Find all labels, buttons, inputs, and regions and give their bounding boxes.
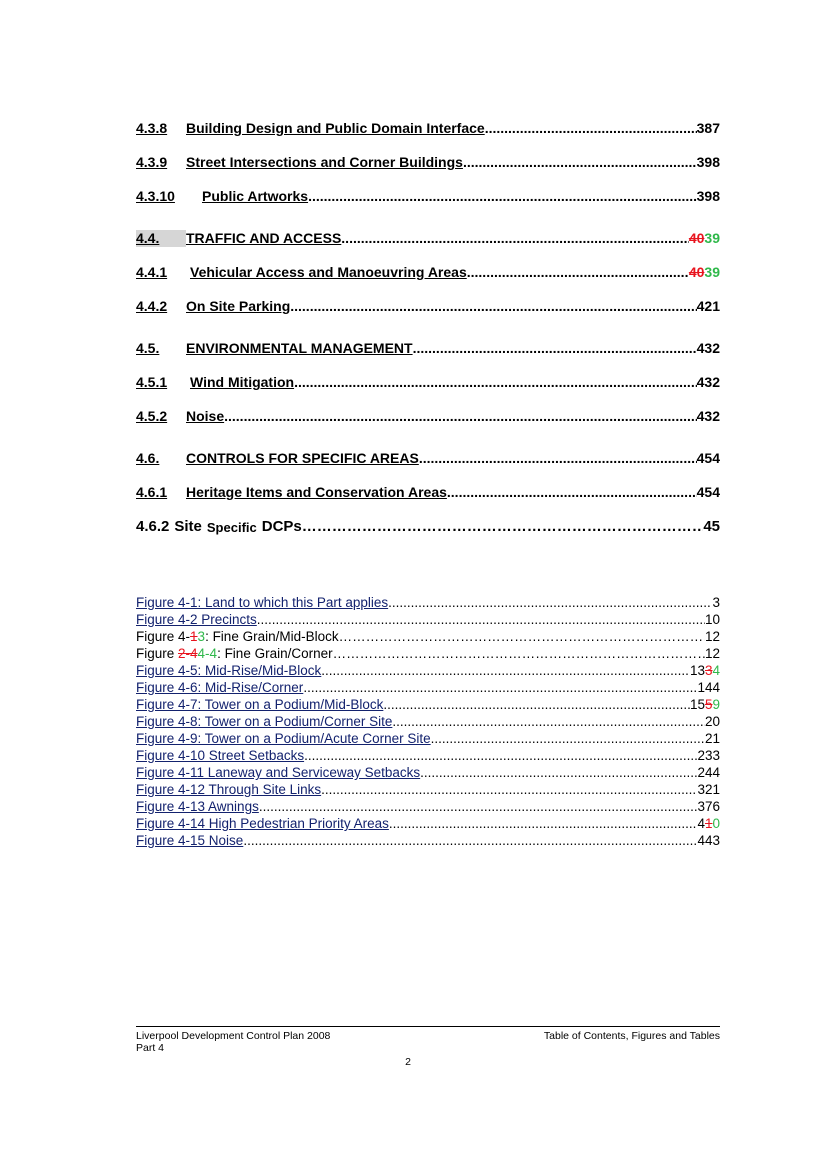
figure-entry[interactable] — [136, 747, 720, 764]
figure-entry[interactable] — [136, 645, 720, 662]
toc-title[interactable]: Noise — [186, 408, 225, 424]
dot-leader — [463, 154, 697, 171]
toc-entry[interactable] — [136, 154, 720, 171]
toc-page — [689, 230, 720, 247]
toc-entry[interactable] — [136, 264, 720, 281]
toc-title[interactable]: Public Artworks — [202, 188, 309, 204]
toc-entry[interactable] — [136, 408, 720, 425]
page-number: 2 — [405, 1056, 411, 1068]
dot-leader — [389, 815, 698, 832]
toc-entry[interactable] — [136, 120, 720, 137]
toc-number: 4.4.2 — [136, 298, 168, 314]
dot-leader — [392, 713, 705, 730]
deleted-page: 40 — [688, 264, 705, 280]
toc-page: 432 — [696, 374, 720, 390]
figure-page: 244 — [697, 765, 720, 780]
figure-entry[interactable] — [136, 696, 720, 713]
toc-page: 398 — [696, 154, 720, 170]
dot-leader — [413, 340, 697, 357]
dot-leader — [290, 298, 696, 315]
toc-title-part: DCPs — [261, 518, 302, 535]
figure-title[interactable]: Figure 4-15 Noise — [136, 833, 244, 848]
figure-page: 144 — [697, 680, 720, 695]
dot-leader — [467, 264, 689, 281]
figure-title[interactable]: Figure 4-6: Mid-Rise/Corner — [136, 680, 304, 695]
figure-title[interactable]: Figure 4-1: Land to which this Part applies — [136, 595, 389, 610]
figure-title-prefix: Figure 4- — [136, 629, 191, 644]
toc-title[interactable]: On Site Parking — [186, 298, 291, 314]
figure-title — [136, 628, 339, 645]
toc-number: 4.6.2 — [136, 518, 170, 535]
figure-title — [136, 645, 333, 662]
figure-entry[interactable] — [136, 679, 720, 696]
toc-number: 4.5. — [136, 340, 160, 356]
dot-leader — [304, 747, 697, 764]
dot-leader — [302, 518, 704, 535]
dot-leader — [419, 450, 697, 467]
figure-title-suffix: : Fine Grain/Mid-Block — [205, 629, 339, 644]
figure-entry[interactable] — [136, 730, 720, 747]
figure-entry[interactable] — [136, 832, 720, 849]
figure-entry[interactable] — [136, 713, 720, 730]
figure-title[interactable]: Figure 4-2 Precincts — [136, 612, 257, 627]
dot-leader — [243, 832, 697, 849]
figure-page: 321 — [697, 782, 720, 797]
footer-doc-title: Liverpool Development Control Plan 2008 — [136, 1030, 331, 1042]
toc-title-part: Site — [174, 518, 202, 535]
footer-part: Part 4 — [136, 1042, 165, 1054]
toc-entry[interactable] — [136, 374, 720, 391]
figure-title-prefix: Figure — [136, 646, 179, 661]
inserted-text: 3 — [197, 629, 206, 644]
toc-page: 421 — [696, 298, 720, 314]
inserted-text: 4-4 — [197, 646, 218, 661]
dot-leader — [259, 798, 698, 815]
toc-title[interactable]: Vehicular Access and Manoeuvring Areas — [190, 264, 467, 280]
toc-title[interactable]: Heritage Items and Conservation Areas — [186, 484, 447, 500]
figure-entry[interactable] — [136, 815, 720, 832]
dot-leader — [308, 188, 697, 205]
deleted-text: 1 — [190, 629, 198, 644]
page-digits: 4 — [697, 816, 705, 831]
inserted-page: 39 — [704, 230, 720, 246]
footer-section-title: Table of Contents, Figures and Tables — [543, 1030, 720, 1042]
figure-title[interactable]: Figure 4-8: Tower on a Podium/Corner Site — [136, 714, 393, 729]
dot-leader — [341, 230, 689, 247]
toc-title[interactable]: Building Design and Public Domain Interface — [186, 120, 485, 136]
dot-leader — [431, 730, 705, 747]
page-digits: 15 — [689, 697, 705, 712]
figure-entry[interactable] — [136, 764, 720, 781]
toc-page: 398 — [696, 188, 720, 204]
figure-page: 12 — [704, 629, 720, 644]
toc-entry[interactable] — [136, 484, 720, 501]
toc-number: 4.4.1 — [136, 264, 168, 280]
dot-leader — [257, 611, 705, 628]
figure-page: 21 — [704, 731, 720, 746]
toc-number: 4.3.9 — [136, 154, 168, 170]
dot-leader — [321, 662, 690, 679]
toc-page: 432 — [696, 340, 720, 356]
figure-title[interactable]: Figure 4-14 High Pedestrian Priority Areas — [136, 816, 389, 831]
toc-number: 4.4. — [136, 230, 186, 247]
toc-number: 4.3.10 — [136, 188, 175, 204]
dot-leader — [303, 679, 697, 696]
figure-entry[interactable] — [136, 798, 720, 815]
deleted-text: 2-4 — [178, 646, 198, 661]
figure-page: 10 — [704, 612, 720, 627]
toc-page: 432 — [696, 408, 720, 424]
inserted-page: 39 — [704, 264, 720, 280]
toc-number: 4.6.1 — [136, 484, 168, 500]
figure-title[interactable]: Figure 4-12 Through Site Links — [136, 782, 322, 797]
toc-title[interactable]: Wind Mitigation — [190, 374, 295, 390]
figure-title[interactable]: Figure 4-9: Tower on a Podium/Acute Corner Site — [136, 731, 431, 746]
inserted-page: 9 — [712, 697, 720, 712]
page-digits: 13 — [689, 663, 705, 678]
toc-title[interactable]: ENVIRONMENTAL MANAGEMENT — [186, 340, 413, 356]
deleted-page: 5 — [704, 697, 713, 712]
footer-left — [136, 1030, 330, 1054]
figure-page: 20 — [704, 714, 720, 729]
toc-number: 4.5.1 — [136, 374, 168, 390]
figure-title[interactable]: Figure 4-13 Awnings — [136, 799, 259, 814]
dot-leader — [321, 781, 697, 798]
figure-page: 233 — [697, 748, 720, 763]
figure-page: 443 — [697, 833, 720, 848]
figure-page — [697, 815, 720, 832]
toc-number: 4.3.8 — [136, 120, 168, 136]
toc-entry[interactable] — [136, 340, 720, 357]
dot-leader — [447, 484, 697, 501]
figure-title[interactable]: Figure 4-5: Mid-Rise/Mid-Block — [136, 663, 322, 678]
dot-leader — [224, 408, 697, 425]
toc-title[interactable]: CONTROLS FOR SPECIFIC AREAS — [186, 450, 419, 466]
figure-entry[interactable] — [136, 611, 720, 628]
deleted-page: 40 — [688, 230, 705, 246]
figure-page: 3 — [712, 595, 720, 610]
inserted-page: 0 — [712, 816, 720, 831]
figure-title[interactable]: Figure 4-11 Laneway and Serviceway Setbacks — [136, 765, 421, 780]
deleted-page: 1 — [704, 816, 713, 831]
figure-entry[interactable] — [136, 781, 720, 798]
footer-divider — [136, 1026, 720, 1027]
dot-leader — [388, 594, 712, 611]
dot-leader — [383, 696, 690, 713]
toc-number: 4.5.2 — [136, 408, 168, 424]
toc-page: 45 — [703, 518, 720, 535]
toc-title[interactable]: Street Intersections and Corner Buildings — [186, 154, 463, 170]
toc-page — [689, 264, 720, 281]
figure-page — [690, 662, 720, 679]
dot-leader — [339, 628, 705, 645]
figure-entry[interactable] — [136, 594, 720, 611]
toc-entry[interactable] — [136, 230, 720, 247]
toc-page: 454 — [696, 484, 720, 500]
dot-leader — [294, 374, 697, 391]
toc-title[interactable]: TRAFFIC AND ACCESS — [186, 230, 342, 246]
toc-page: 454 — [696, 450, 720, 466]
toc-title-part: Specific — [206, 520, 257, 535]
figure-title-suffix: : Fine Grain/Corner — [217, 646, 333, 661]
dot-leader — [333, 645, 705, 662]
toc-page: 387 — [696, 120, 720, 136]
figure-page: 12 — [704, 646, 720, 661]
toc-entry[interactable] — [136, 298, 720, 315]
toc-entry[interactable] — [136, 188, 720, 205]
inserted-page: 4 — [712, 663, 720, 678]
figure-title[interactable]: Figure 4-10 Street Setbacks — [136, 748, 305, 763]
toc-entry[interactable] — [136, 450, 720, 467]
dot-leader — [420, 764, 697, 781]
toc-entry-special[interactable] — [136, 518, 720, 535]
figure-entry[interactable] — [136, 628, 720, 645]
figure-page: 376 — [697, 799, 720, 814]
deleted-page: 3 — [704, 663, 713, 678]
figure-entry[interactable] — [136, 662, 720, 679]
dot-leader — [485, 120, 697, 137]
figure-page — [690, 696, 720, 713]
figure-title[interactable]: Figure 4-7: Tower on a Podium/Mid-Block — [136, 697, 384, 712]
toc-number: 4.6. — [136, 450, 160, 466]
